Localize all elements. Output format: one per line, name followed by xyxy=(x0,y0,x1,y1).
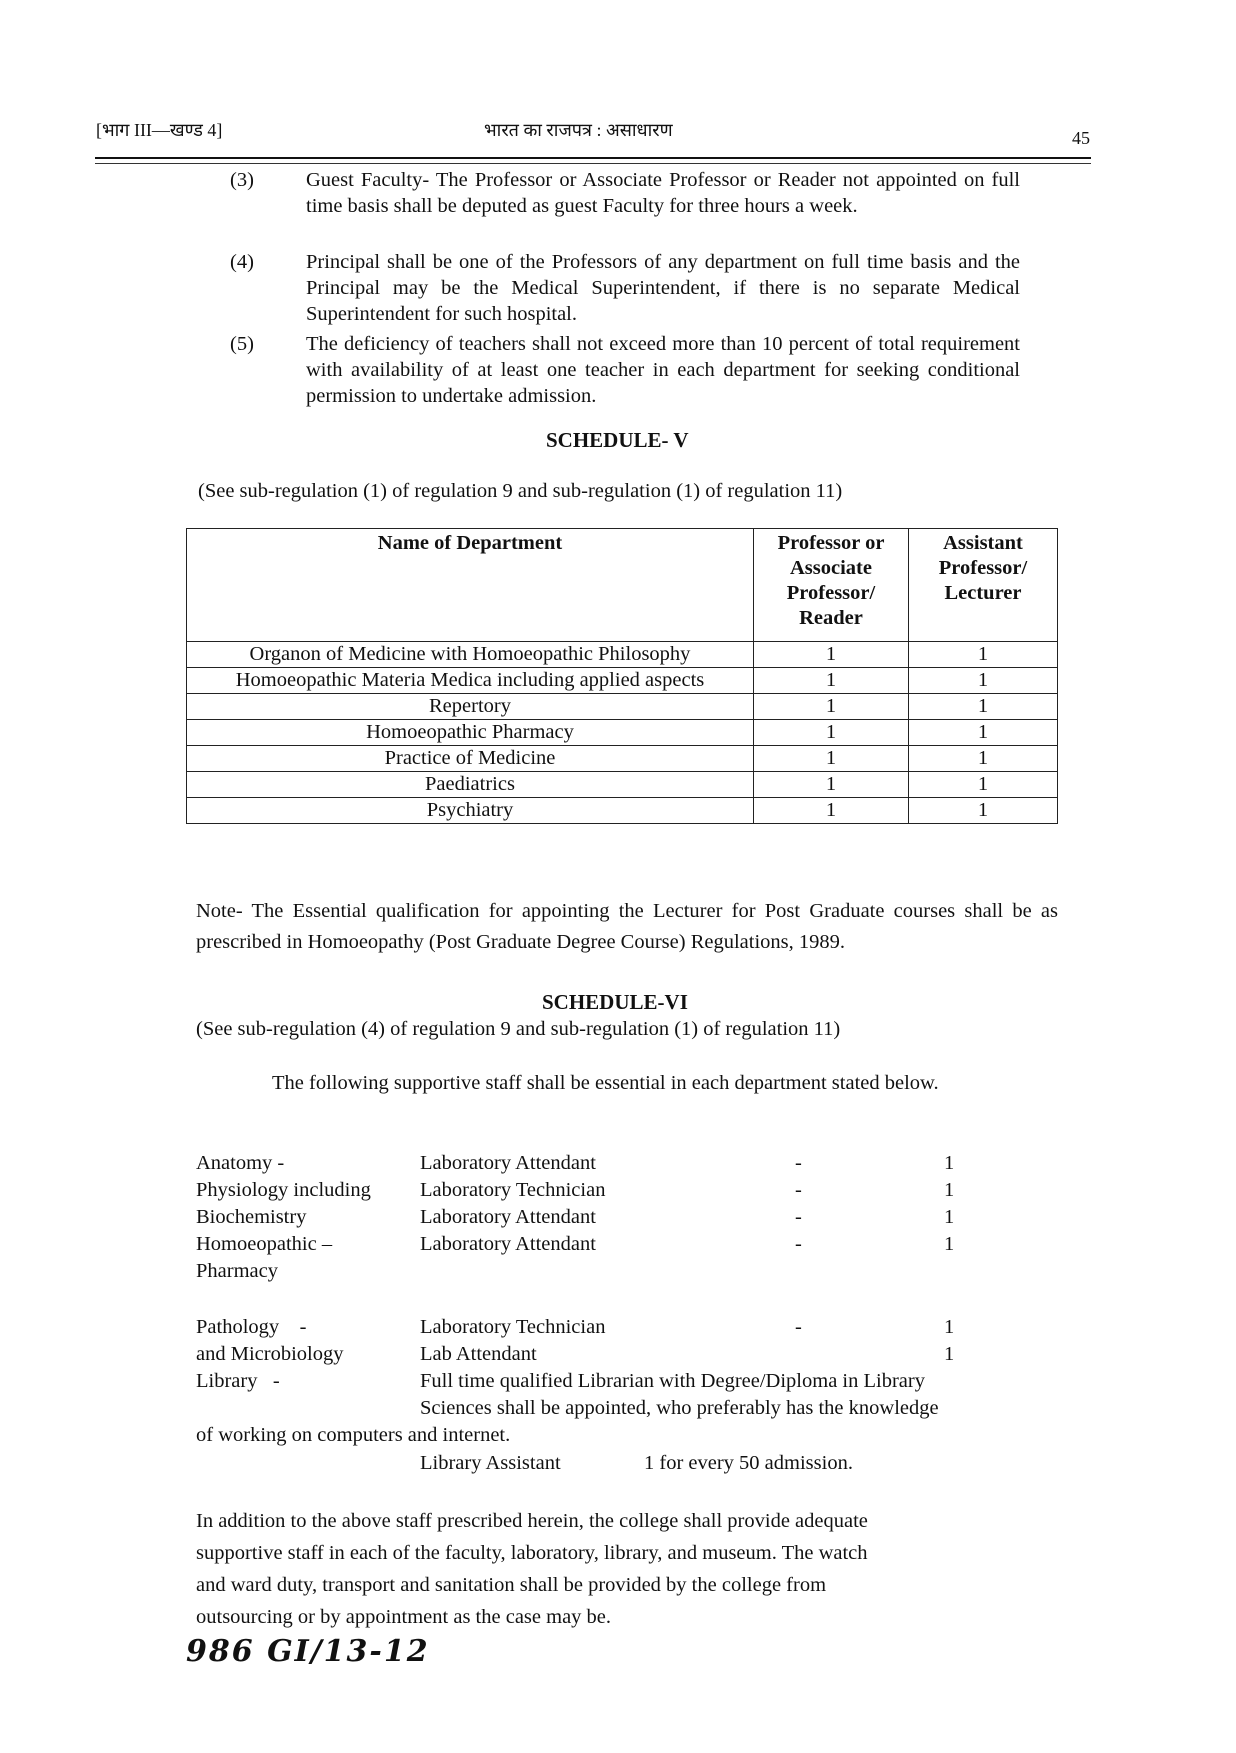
role-label: Laboratory Attendant xyxy=(420,1233,596,1255)
staff-role-list-2 xyxy=(420,1314,605,1368)
role-label: Laboratory Technician xyxy=(420,1179,606,1201)
role-label: Laboratory Technician xyxy=(420,1316,606,1338)
staff-role-list xyxy=(420,1150,605,1258)
closing-line: supportive staff in each of the faculty, laboratory, library, and museum. The watch xyxy=(196,1542,868,1564)
assistant-count: 1 xyxy=(909,772,1058,798)
assistant-count: 1 xyxy=(909,720,1058,746)
item-number: (4) xyxy=(230,251,254,273)
dept-label: Physiology including xyxy=(196,1179,371,1201)
role-label: Laboratory Attendant xyxy=(420,1206,596,1228)
professor-count: 1 xyxy=(754,720,909,746)
professor-count: 1 xyxy=(754,694,909,720)
assistant-count: 1 xyxy=(909,694,1058,720)
role-label: Lab Attendant xyxy=(420,1343,537,1365)
dept-name: Practice of Medicine xyxy=(187,746,754,772)
header-department: Name of Department xyxy=(187,529,754,642)
item-text: The deficiency of teachers shall not exceed more than 10 percent of total requirement with availability of at least one teacher in each department for seeking conditional permission to undertake admission. xyxy=(306,333,1020,407)
qty: 1 xyxy=(944,1233,955,1255)
table-row xyxy=(187,694,1058,720)
dept-label: Library - xyxy=(196,1370,280,1392)
header-assistant: Assistant Professor/ Lecturer xyxy=(909,529,1058,642)
closing-paragraph xyxy=(196,1505,1056,1633)
dept-name: Psychiatry xyxy=(187,798,754,824)
dash: - xyxy=(795,1233,802,1255)
table-row xyxy=(187,772,1058,798)
dept-label: Pathology - xyxy=(196,1316,307,1338)
dept-name: Organon of Medicine with Homoeopathic Philosophy xyxy=(187,642,754,668)
qty: 1 xyxy=(944,1152,955,1174)
schedule-v-table xyxy=(186,528,1058,824)
table-row xyxy=(187,642,1058,668)
closing-line: and ward duty, transport and sanitation shall be provided by the college from xyxy=(196,1574,827,1596)
assistant-count: 1 xyxy=(909,798,1058,824)
item-text: Guest Faculty- The Professor or Associate Professor or Reader not appointed on full time basis shall be deputed as guest Faculty for three hours a week. xyxy=(306,169,1020,217)
table-row xyxy=(187,798,1058,824)
schedule-vi-title: SCHEDULE-VI xyxy=(542,990,688,1014)
dept-label: Pharmacy xyxy=(196,1260,278,1282)
header-gazette-title: भारत का राजपत्र : असाधारण xyxy=(484,120,673,140)
library-line-1: Full time qualified Librarian with Degree/Diploma in Library xyxy=(420,1370,925,1392)
library-assistant-value: 1 for every 50 admission. xyxy=(644,1452,853,1474)
professor-count: 1 xyxy=(754,746,909,772)
assistant-count: 1 xyxy=(909,642,1058,668)
professor-count: 1 xyxy=(754,668,909,694)
staff-dept-list xyxy=(196,1150,416,1285)
dash: - xyxy=(795,1152,802,1174)
professor-count: 1 xyxy=(754,798,909,824)
dept-label: Anatomy - xyxy=(196,1152,285,1174)
handwritten-reference: 986 GI/13-12 xyxy=(186,1634,430,1669)
dash: - xyxy=(795,1206,802,1228)
header-rule-thin xyxy=(95,163,1091,164)
qty: 1 xyxy=(944,1179,955,1201)
staff-dash-list-2 xyxy=(795,1314,802,1341)
staff-qty-list-2 xyxy=(944,1314,954,1368)
item-text: Principal shall be one of the Professors of any department on full time basis and the Principal may be the Medical Superintendent, if there is no separate Medical Superintendent for such hospital. xyxy=(306,251,1020,325)
qty: 1 xyxy=(944,1206,955,1228)
dept-label: and Microbiology xyxy=(196,1343,344,1365)
schedule-v-reference: (See sub-regulation (1) of regulation 9 and sub-regulation (1) of regulation 11) xyxy=(198,480,843,502)
item-number: (5) xyxy=(230,333,254,355)
header-professor: Professor or Associate Professor/ Reader xyxy=(754,529,909,642)
staff-dash-list xyxy=(795,1150,802,1258)
dept-label: Homoeopathic – xyxy=(196,1233,333,1255)
table-row xyxy=(187,720,1058,746)
closing-line: In addition to the above staff prescribed herein, the college shall provide adequate xyxy=(196,1510,868,1532)
dept-name: Homoeopathic Pharmacy xyxy=(187,720,754,746)
schedule-v-title: SCHEDULE- V xyxy=(546,428,689,452)
header-part-section: [भाग III—खण्ड 4] xyxy=(96,120,223,140)
library-line-3: of working on computers and internet. xyxy=(196,1424,511,1446)
assistant-count: 1 xyxy=(909,746,1058,772)
schedule-vi-reference: (See sub-regulation (4) of regulation 9 and sub-regulation (1) of regulation 11) xyxy=(196,1018,841,1040)
schedule-vi-intro: The following supportive staff shall be essential in each department stated below. xyxy=(272,1072,939,1094)
closing-line: outsourcing or by appointment as the case may be. xyxy=(196,1606,612,1628)
dash: - xyxy=(795,1316,802,1338)
staff-qty-list xyxy=(944,1150,954,1258)
dept-label: Biochemistry xyxy=(196,1206,307,1228)
qty: 1 xyxy=(944,1316,955,1338)
professor-count: 1 xyxy=(754,642,909,668)
professor-count: 1 xyxy=(754,772,909,798)
table-header-row xyxy=(187,529,1058,642)
assistant-count: 1 xyxy=(909,668,1058,694)
dept-name: Homoeopathic Materia Medica including applied aspects xyxy=(187,668,754,694)
schedule-v-note: Note- The Essential qualification for appointing the Lecturer for Post Graduate courses shall be as prescribed in Homoeopathy (Post Graduate Degree Course) Regulations, 1989. xyxy=(196,900,1058,953)
table-row xyxy=(187,668,1058,694)
page-number: 45 xyxy=(1072,128,1090,148)
header-rule-thick xyxy=(95,157,1091,159)
role-label: Laboratory Attendant xyxy=(420,1152,596,1174)
dept-name: Repertory xyxy=(187,694,754,720)
qty: 1 xyxy=(944,1343,955,1365)
item-number: (3) xyxy=(230,169,254,191)
library-line-2: Sciences shall be appointed, who preferably has the knowledge xyxy=(420,1397,939,1419)
dept-name: Paediatrics xyxy=(187,772,754,798)
library-assistant-label: Library Assistant xyxy=(420,1452,561,1474)
dash: - xyxy=(795,1179,802,1201)
table-row xyxy=(187,746,1058,772)
staff-dept-list-2 xyxy=(196,1314,416,1395)
